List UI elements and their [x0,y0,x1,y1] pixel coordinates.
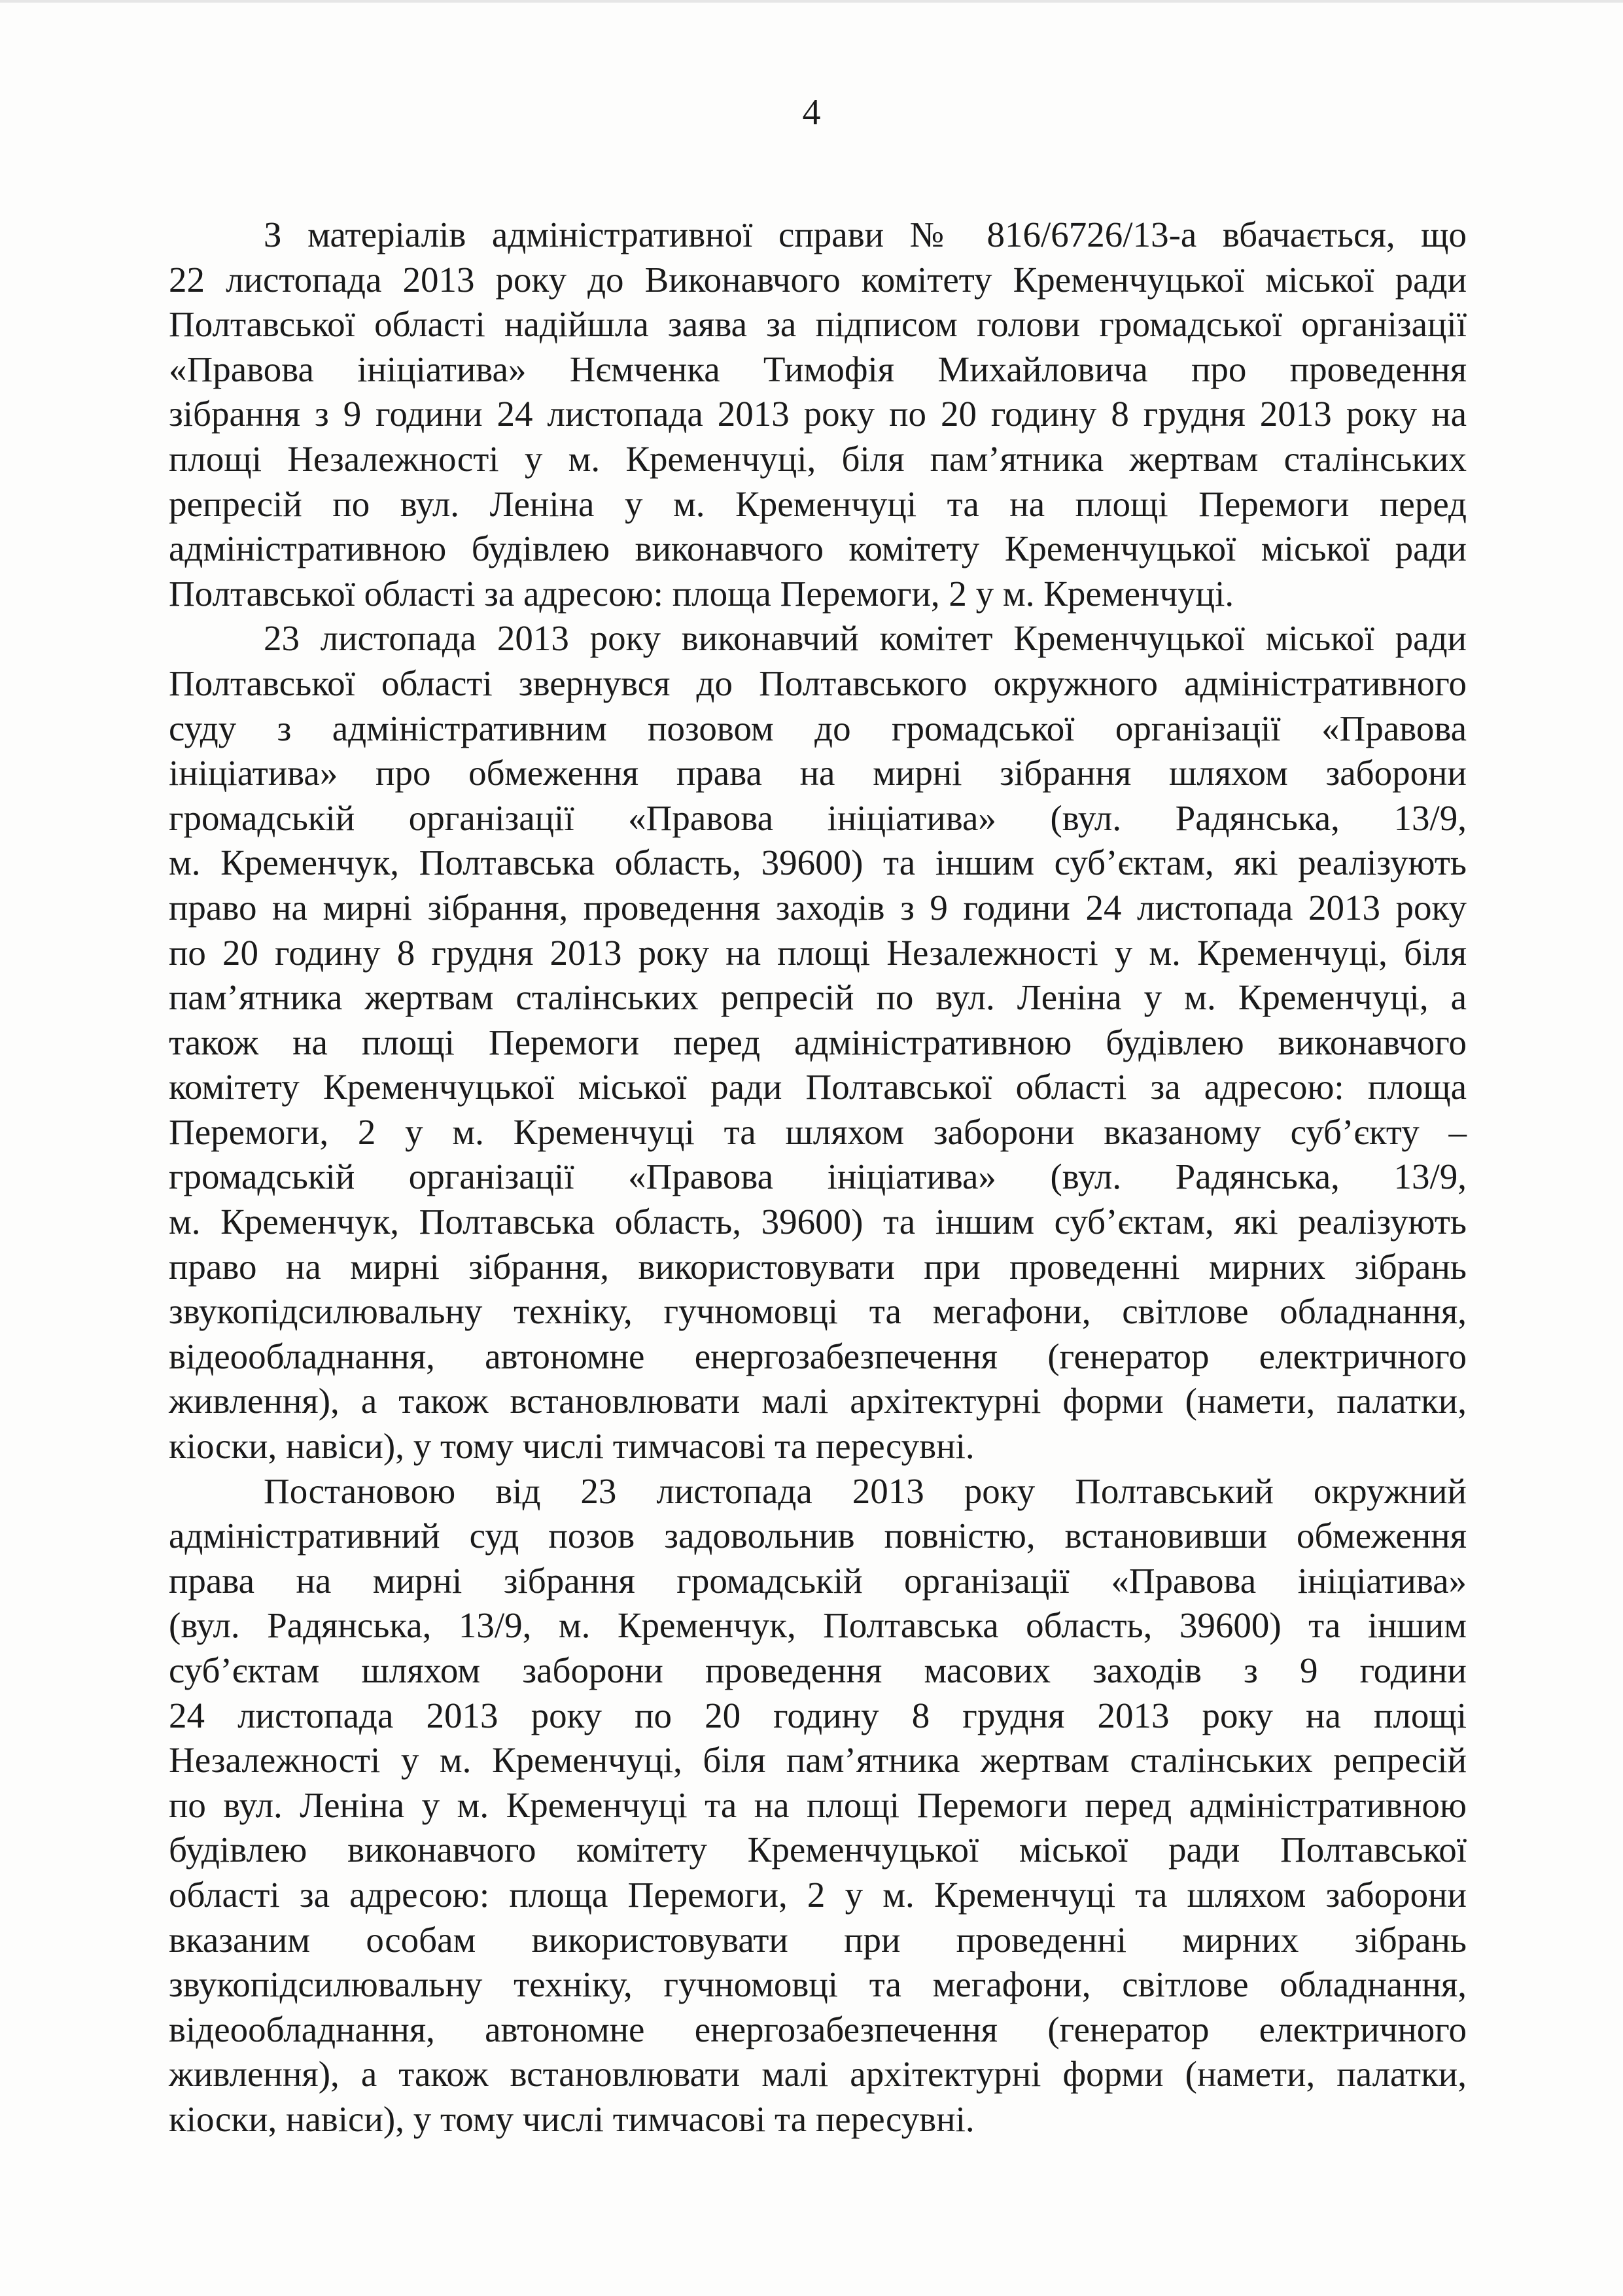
text-line: права на мирні зібрання громадській організації «Правова ініціатива» [169,1560,1467,1601]
text-line: по 20 годину 8 грудня 2013 року на площі Незалежності у м. Кременчуці, біля [169,932,1467,973]
paragraph [169,1469,1467,2142]
text-line: відеообладнання, автономне енергозабезпечення (генератор електричного [169,2009,1467,2049]
text-line: звукопідсилювальну техніку, гучномовці та мегафони, світлове обладнання, [169,1291,1467,1332]
text-line: живлення), а також встановлювати малі архітектурні форми (намети, палатки, [169,2054,1467,2095]
text-line: суду з адміністративним позовом до громадської організації «Правова [169,708,1467,748]
text-line: зібрання з 9 години 24 листопада 2013 року по 20 годину 8 грудня 2013 року на [169,394,1467,434]
text-line: Полтавської області надійшла заява за підписом голови громадської організації [169,304,1467,345]
text-line: також на площі Перемоги перед адміністративною будівлею виконавчого [169,1022,1467,1062]
text-line: відеообладнання, автономне енергозабезпечення (генератор електричного [169,1336,1467,1376]
text-line: суб’єктам шляхом заборони проведення масових заходів з 9 години [169,1650,1467,1690]
text-line: м. Кременчук, Полтавська область, 39600) та іншим суб’єктам, які реалізують [169,843,1467,883]
text-line: області за адресою: площа Перемоги, 2 у м. Кременчуці та шляхом заборони [169,1874,1467,1915]
text-line: 24 листопада 2013 року по 20 годину 8 грудня 2013 року на площі [169,1695,1467,1735]
document-body [169,213,1467,2142]
text-line: м. Кременчук, Полтавська область, 39600) та іншим суб’єктам, які реалізують [169,1202,1467,1242]
text-line: кіоски, навіси), у тому числі тимчасові та пересувні. [169,1426,975,1467]
scan-edge [0,0,1623,3]
text-line: право на мирні зібрання, використовувати при проведенні мирних зібрань [169,1246,1467,1287]
text-line: Полтавської області звернувся до Полтавського окружного адміністративного [169,663,1467,703]
text-line: З матеріалів адміністративної справи № 816/6726/13-а вбачається, що [264,215,1467,254]
text-line: громадській організації «Правова ініціатива» (вул. Радянська, 13/9, [169,797,1467,838]
text-line: право на мирні зібрання, проведення заходів з 9 години 24 листопада 2013 року [169,887,1467,928]
text-line: Полтавської області за адресою: площа Перемоги, 2 у м. Кременчуці. [169,573,1234,614]
text-line: (вул. Радянська, 13/9, м. Кременчук, Полтавська область, 39600) та іншим [169,1605,1467,1646]
text-line: 23 листопада 2013 року виконавчий комітет Кременчуцької міської ради [264,618,1467,659]
text-line: Незалежності у м. Кременчуці, біля пам’ятника жертвам сталінських репресій [169,1740,1467,1781]
text-line: репресій по вул. Леніна у м. Кременчуці та на площі Перемоги перед [169,483,1467,524]
paragraph [169,616,1467,1469]
paragraph [169,213,1467,616]
text-line: будівлею виконавчого комітету Кременчуцької міської ради Полтавської [169,1830,1467,1870]
text-line: по вул. Леніна у м. Кременчуці та на площі Перемоги перед адміністративною [169,1784,1467,1825]
text-line: адміністративний суд позов задовольнив повністю, встановивши обмеження [169,1516,1467,1556]
text-line: живлення), а також встановлювати малі архітектурні форми (намети, палатки, [169,1381,1467,1421]
text-line: площі Незалежності у м. Кременчуці, біля пам’ятника жертвам сталінських [169,438,1467,479]
text-line: Перемоги, 2 у м. Кременчуці та шляхом заборони вказаному суб’єкту – [169,1111,1467,1152]
text-line: вказаним особам використовувати при проведенні мирних зібрань [169,1919,1467,1960]
page-number: 4 [802,92,821,133]
text-line: ініціатива» про обмеження права на мирні зібрання шляхом заборони [169,753,1467,793]
text-line: кіоски, навіси), у тому числі тимчасові та пересувні. [169,2098,975,2139]
text-line: звукопідсилювальну техніку, гучномовці та мегафони, світлове обладнання, [169,1964,1467,2005]
text-line: комітету Кременчуцької міської ради Полтавської області за адресою: площа [169,1067,1467,1107]
text-line: 22 листопада 2013 року до Виконавчого комітету Кременчуцької міської ради [169,259,1467,300]
text-line: пам’ятника жертвам сталінських репресій по вул. Леніна у м. Кременчуці, а [169,977,1467,1018]
text-line: Постановою від 23 листопада 2013 року Полтавський окружний [264,1470,1467,1511]
text-line: «Правова ініціатива» Нємченка Тимофія Михайловича про проведення [169,349,1467,389]
text-line: адміністративною будівлею виконавчого комітету Кременчуцької міської ради [169,529,1467,569]
text-line: громадській організації «Правова ініціатива» (вул. Радянська, 13/9, [169,1157,1467,1197]
